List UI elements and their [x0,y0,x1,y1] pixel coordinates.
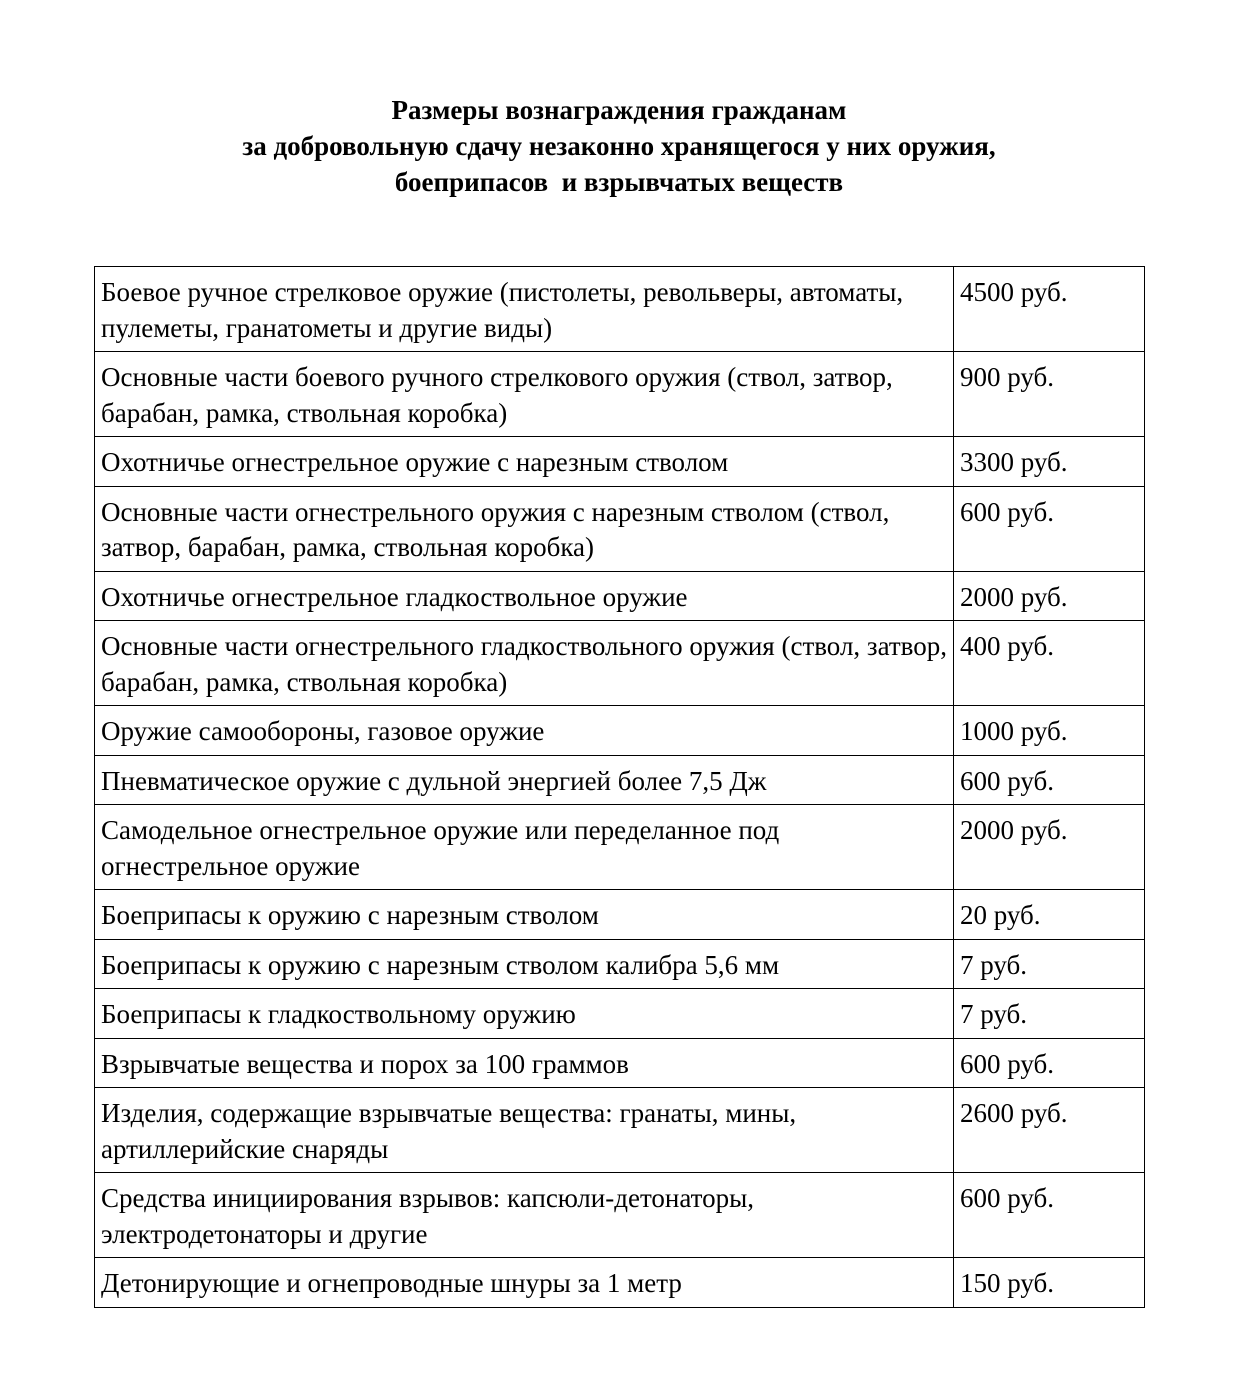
price-cell: 1000 руб. [954,706,1145,756]
table-row [95,1173,1145,1258]
item-cell: Взрывчатые вещества и порох за 100 граммов [95,1038,954,1088]
table-row [95,989,1145,1039]
title-line: за добровольную сдачу незаконно хранящегося у них оружия, [242,131,996,161]
reward-table [94,266,1145,1308]
table-row [95,805,1145,890]
price-cell: 3300 руб. [954,437,1145,487]
item-cell: Охотничье огнестрельное гладкоствольное оружие [95,571,954,621]
item-cell: Детонирующие и огнепроводные шнуры за 1 метр [95,1258,954,1308]
price-cell: 20 руб. [954,890,1145,940]
table-row [95,1258,1145,1308]
price-cell: 150 руб. [954,1258,1145,1308]
item-cell: Средства инициирования взрывов: капсюли-детонаторы, электродетонаторы и другие [95,1173,954,1258]
table-row [95,437,1145,487]
item-cell: Боеприпасы к оружию с нарезным стволом [95,890,954,940]
item-cell: Пневматическое оружие с дульной энергией более 7,5 Дж [95,755,954,805]
price-cell: 2600 руб. [954,1088,1145,1173]
table-row [95,706,1145,756]
title-line: боеприпасов и взрывчатых веществ [394,167,844,197]
table-row [95,571,1145,621]
item-cell: Основные части боевого ручного стрелкового оружия (ствол, затвор, барабан, рамка, ствольная коробка) [95,352,954,437]
item-cell: Боевое ручное стрелковое оружие (пистолеты, револьверы, автоматы, пулеметы, гранатометы и другие виды) [95,267,954,352]
item-cell: Изделия, содержащие взрывчатые вещества: гранаты, мины, артиллерийские снаряды [95,1088,954,1173]
table-row [95,939,1145,989]
item-cell: Основные части огнестрельного гладкоствольного оружия (ствол, затвор, барабан, рамка, ствольная коробка) [95,621,954,706]
table-row [95,486,1145,571]
table-row [95,267,1145,352]
price-cell: 7 руб. [954,939,1145,989]
document-title [0,92,1238,200]
price-cell: 7 руб. [954,989,1145,1039]
price-cell: 400 руб. [954,621,1145,706]
item-cell: Основные части огнестрельного оружия с нарезным стволом (ствол, затвор, барабан, рамка, ствольная коробка) [95,486,954,571]
item-cell: Охотничье огнестрельное оружие с нарезным стволом [95,437,954,487]
table-row [95,352,1145,437]
table-row [95,1038,1145,1088]
price-cell: 600 руб. [954,1038,1145,1088]
table-row [95,1088,1145,1173]
price-cell: 600 руб. [954,755,1145,805]
item-cell: Оружие самообороны, газовое оружие [95,706,954,756]
table-row [95,755,1145,805]
table-row [95,621,1145,706]
table-row [95,890,1145,940]
price-cell: 900 руб. [954,352,1145,437]
price-cell: 2000 руб. [954,805,1145,890]
price-cell: 600 руб. [954,1173,1145,1258]
item-cell: Боеприпасы к гладкоствольному оружию [95,989,954,1039]
item-cell: Самодельное огнестрельное оружие или переделанное под огнестрельное оружие [95,805,954,890]
price-cell: 600 руб. [954,486,1145,571]
price-cell: 4500 руб. [954,267,1145,352]
title-line: Размеры вознаграждения гражданам [391,95,847,125]
price-cell: 2000 руб. [954,571,1145,621]
item-cell: Боеприпасы к оружию с нарезным стволом калибра 5,6 мм [95,939,954,989]
